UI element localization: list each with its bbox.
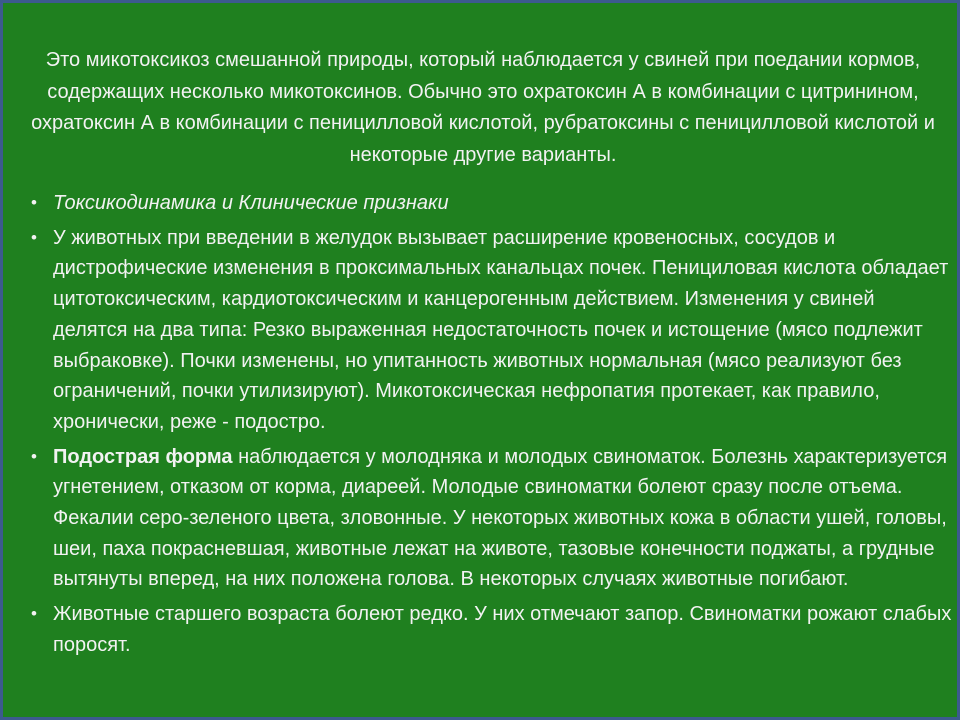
- bullet-list: [31, 188, 953, 663]
- bullet-icon: •: [31, 604, 37, 624]
- bullet-item-heading: [31, 188, 953, 219]
- bullet-icon: •: [31, 446, 37, 466]
- bullet-bold-term: Подострая форма: [53, 445, 233, 468]
- section-heading: Токсикодинамика и Клинические признаки: [53, 192, 449, 214]
- intro-paragraph: Это микотоксикоз смешанной природы, который наблюдается у свиней при поедании кормов, содержащих несколько микотоксинов. Обычно это охратоксин А в комбинации с цитринином, охратоксин А в комбинации с пеницилловой кислотой, рубратоксины с пеницилловой кислотой и некоторые другие варианты.: [31, 49, 935, 166]
- bullet-item-older-animals: [31, 599, 953, 660]
- bullet-item-toxicodynamics: [31, 223, 953, 438]
- bullet-icon: •: [31, 227, 37, 247]
- bullet-icon: •: [31, 193, 37, 212]
- bullet-text: У животных при введении в желудок вызывает расширение кровеносных, сосудов и дистрофические изменения в проксимальных канальцах почек. Пенициловая кислота обладает цитотоксическим, кардиотоксическим и канцерогенным действием. Изменения у свиней делятся на два типа: Резко выраженная недостаточность почек и истощение (мясо подлежит выбраковке). Почки изменены, но упитанность животных нормальная (мясо реализуют без ограничений, почки утилизируют). Микотоксическая нефропатия протекает, как правило, хронически, реже - подостро.: [53, 226, 949, 433]
- bullet-item-subacute-form: [31, 442, 953, 596]
- bullet-text: наблюдается у молодняка и молодых свиноматок. Болезнь характеризуется угнетением, отказом от корма, диареей. Молодые свиноматки болеют сразу после отъема. Фекалии серо-зеленого цвета, зловонные. У некоторых животных кожа в области ушей, головы, шеи, паха покрасневшая, животные лежат на животе, тазовые конечности поджаты, а грудные вытянуты вперед, на них положена голова. В некоторых случаях животные погибают.: [53, 445, 948, 591]
- bullet-text: Животные старшего возраста болеют редко. У них отмечают запор. Свиноматки рожают слабых поросят.: [53, 603, 952, 656]
